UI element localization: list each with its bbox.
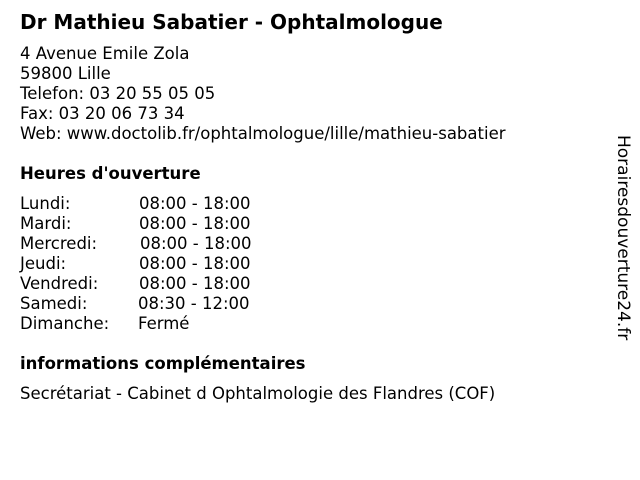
time-range: Fermé — [138, 314, 190, 333]
street-address: 4 Avenue Emile Zola — [20, 44, 190, 63]
time-range: 08:00 - 18:00 — [139, 214, 251, 233]
day-label: Lundi: — [20, 194, 71, 213]
page-title: Dr Mathieu Sabatier - Ophtalmologue — [20, 10, 443, 34]
day-label: Vendredi: — [20, 274, 99, 293]
time-range: 08:00 - 18:00 — [139, 194, 251, 213]
additional-info-text: Secrétariat - Cabinet d Ophtalmologie des Flandres (COF) — [20, 384, 496, 403]
city-address: 59800 Lille — [20, 64, 111, 83]
site-watermark — [612, 135, 634, 367]
opening-hours-heading: Heures d'ouverture — [20, 164, 201, 183]
day-label: Mercredi: — [20, 234, 98, 253]
day-label: Dimanche: — [20, 314, 110, 333]
day-label: Jeudi: — [20, 254, 67, 273]
day-label: Mardi: — [20, 214, 72, 233]
fax-number: Fax: 03 20 06 73 34 — [20, 104, 185, 123]
phone-number: Telefon: 03 20 55 05 05 — [20, 84, 216, 103]
day-label: Samedi: — [20, 294, 88, 313]
website-link[interactable]: Web: www.doctolib.fr/ophtalmologue/lille/mathieu-sabatier — [20, 124, 506, 143]
contact-block — [20, 44, 506, 144]
time-range: 08:30 - 12:00 — [138, 294, 250, 313]
time-range: 08:00 - 18:00 — [140, 234, 252, 253]
additional-info-heading: informations complémentaires — [20, 354, 306, 373]
time-range: 08:00 - 18:00 — [139, 254, 251, 273]
site-watermark-text: Horairesdouverture24.fr — [613, 135, 633, 341]
time-range: 08:00 - 18:00 — [139, 274, 251, 293]
